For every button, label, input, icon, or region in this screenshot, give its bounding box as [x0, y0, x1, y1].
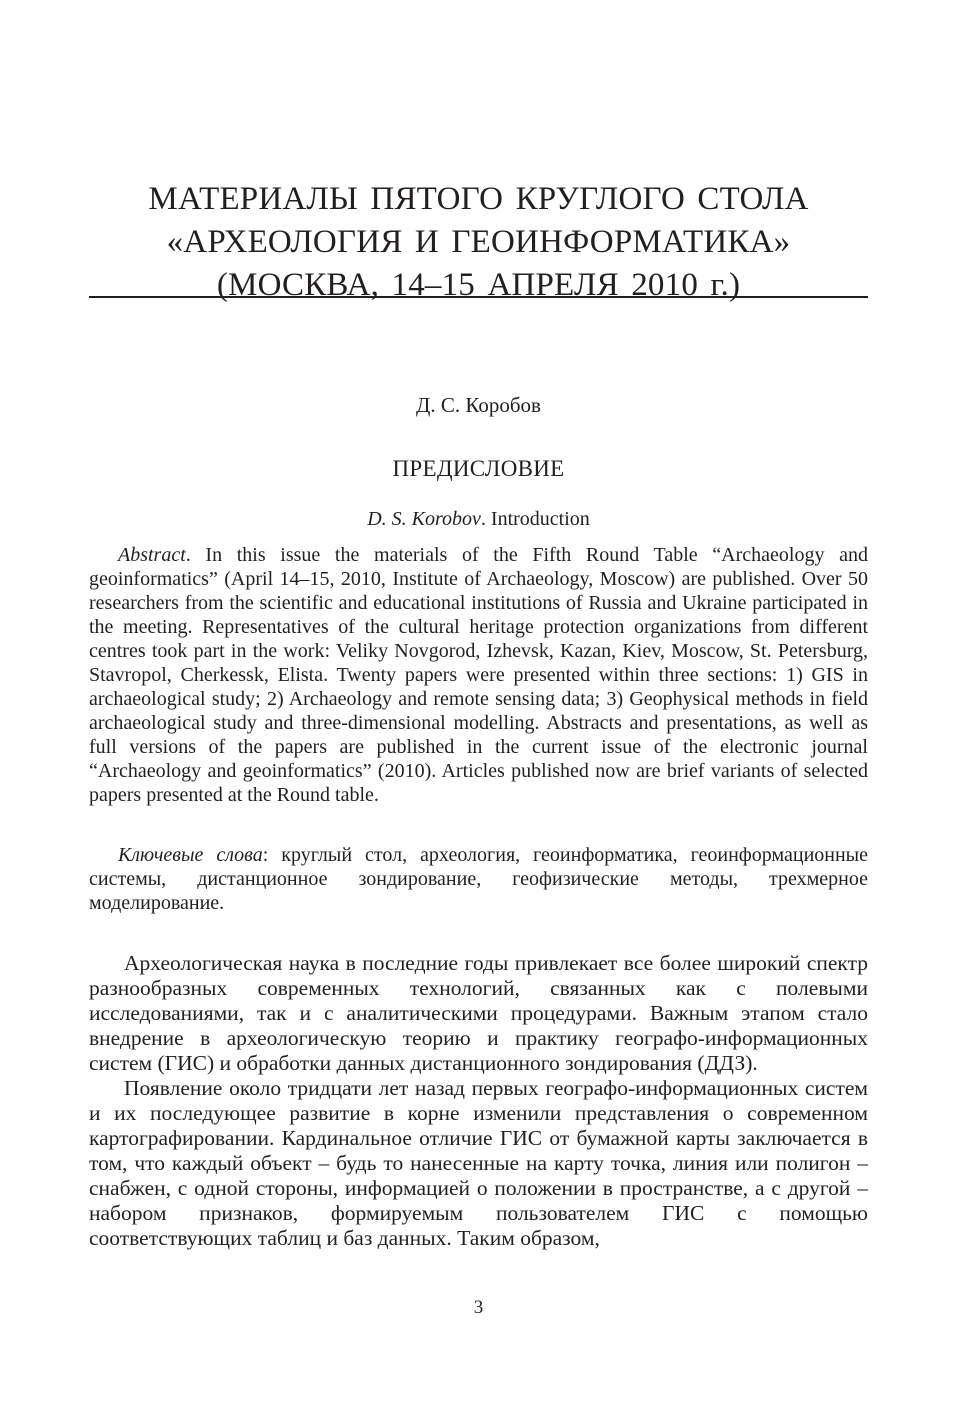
section-heading: ПРЕДИСЛОВИЕ — [392, 456, 565, 481]
abstract-text: . In this issue the materials of the Fifth Round Table “Archaeology and geoinformatics” (April 14–15, 2010, Institute of Archaeology, Moscow) are published. Over 50 researchers from the scientific and educational institutions of Russia and Ukraine participated in the meeting. Representatives of the cultural heritage protection organizations from different centres took part in the work: Veliky Novgorod, Izhevsk, Kazan, Kiev, Moscow, St. Petersburg, Stavropol, Cherkessk, Elista. Twenty papers were presented within three sections: 1) GIS in archaeological study; 2) Archaeology and remote sensing data; 3) Geophysical methods in field archaeological study and three-dimensional modelling. Abstracts and presentations, as well as full versions of the papers are published in the current issue of the electronic journal “Archaeology and geoinformatics” (2010). Articles published now are brief variants of selected papers presented at the Round table. — [89, 544, 868, 806]
title-line-1: МАТЕРИАЛЫ ПЯТОГО КРУГЛОГО СТОЛА — [148, 181, 809, 217]
english-title — [89, 507, 868, 531]
english-author: D. S. Korobov — [367, 508, 481, 530]
article-title — [89, 178, 868, 307]
author-name: Д. С. Коробов — [416, 393, 541, 417]
keywords-paragraph — [89, 843, 868, 915]
title-divider — [89, 296, 868, 298]
page-number: 3 — [473, 1297, 484, 1318]
body-paragraph-2: Появление около тридцати лет назад первых географо-информационных систем и их последующее развитие в корне изменили представления о современном картографировании. Кардинальное отличие ГИС от бумажной карты заключается в том, что каждый объект – будь то нанесенные на карту точка, линия или полигон – снабжен, с одной стороны, информацией о положении в пространстве, а с другой – набором признаков, формируемым пользователем ГИС с помощью соответствующих таблиц и баз данных. Таким образом, — [89, 1076, 868, 1250]
abstract-paragraph — [89, 543, 868, 807]
title-line-2: «АРХЕОЛОГИЯ И ГЕОИНФОРМАТИКА» — [166, 224, 791, 260]
keywords-label: Ключевые слова — [118, 844, 263, 866]
main-body — [89, 951, 868, 1251]
english-title-text: . Introduction — [480, 508, 590, 530]
abstract-label: Abstract — [118, 544, 186, 566]
body-paragraph-1: Археологическая наука в последние годы привлекает все более широкий спектр разнообразных современных технологий, связанных как с полевыми исследованиями, так и с аналитическими процедурами. Важным этапом стало внедрение в археологическую теорию и практику географо-информационных систем (ГИС) и обработки данных дистанционного зондирования (ДДЗ). — [89, 951, 868, 1075]
title-line-3: (МОСКВА, 14–15 АПРЕЛЯ 2010 г.) — [216, 267, 741, 303]
keywords-text: : круглый стол, археология, геоинформатика, геоинформационные системы, дистанционное зондирование, геофизические методы, трехмерное моделирование. — [89, 844, 868, 914]
